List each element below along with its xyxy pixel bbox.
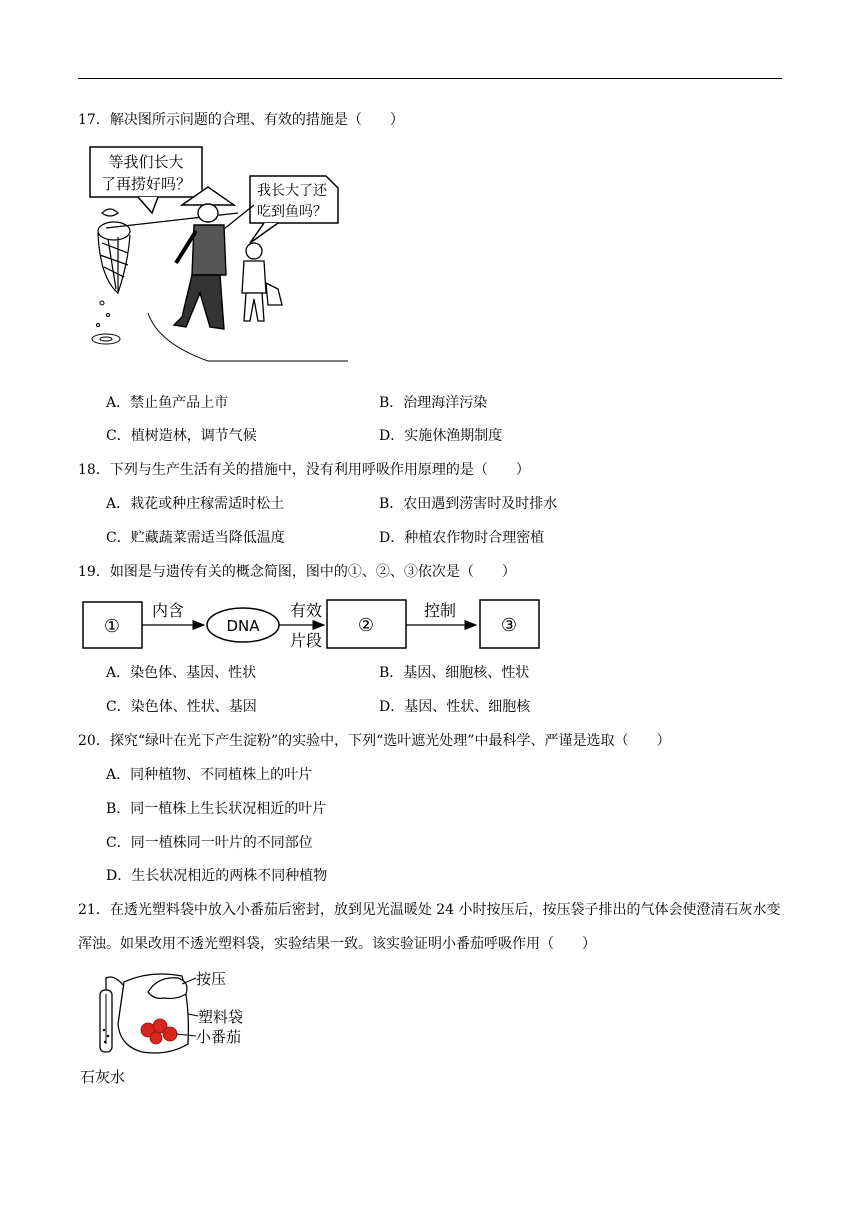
adult-fisherman-figure <box>174 187 254 329</box>
label-limewater: 石灰水 <box>80 1068 126 1086</box>
q20-option-c: C．同一植株同一叶片的不同部位 <box>106 835 313 851</box>
diagram-arrow-1-label: 内含 <box>151 601 185 620</box>
diagram-box-3-label: ③ <box>500 615 518 636</box>
adult-speech-line2: 了再捞好吗？ <box>100 175 192 193</box>
q19-option-b: B．基因、细胞核、性状 <box>379 665 530 681</box>
q19-option-d: D．基因、性状、细胞核 <box>379 699 531 715</box>
q20-option-a: A．同种植物、不同植株上的叶片 <box>106 767 313 783</box>
child-speech-line1: 我长大了还 <box>257 183 327 199</box>
label-plastic-bag: 塑料袋 <box>198 1008 244 1026</box>
q18-option-d: D．种植农作物时合理密植 <box>379 530 545 546</box>
q17-option-c: C．植树造林，调节气候 <box>106 428 257 444</box>
q17-option-b: B．治理海洋污染 <box>379 395 488 411</box>
label-press: 按压 <box>196 970 227 988</box>
q20-option-d: D．生长状况相近的两株不同种植物 <box>106 868 328 884</box>
q18-stem: 18．下列与生产生活有关的措施中，没有利用呼吸作用原理的是（ ） <box>78 462 530 478</box>
q19-option-c: C．染色体、性状、基因 <box>106 699 257 715</box>
diagram-arrow-2-label-line1: 有效 <box>289 601 323 620</box>
q17-illustration <box>78 143 363 365</box>
q19-concept-diagram <box>80 594 546 652</box>
q21-stem: 21．在透光塑料袋中放入小番茄后密封，放到见光温暖处 24 小时按压后，按压袋子排出的气体会使澄清石灰水变浑浊。如果改用不透光塑料袋，实验结果一致。该实验证明小番茄呼吸作用（ ） <box>78 902 781 952</box>
q17-option-d: D．实施休渔期制度 <box>379 428 503 444</box>
q20-option-b: B．同一植株上生长状况相近的叶片 <box>106 801 327 817</box>
q19-stem: 19．如图是与遗传有关的概念简图，图中的①、②、③依次是（ ） <box>78 564 516 580</box>
diagram-box-1-label: ① <box>103 616 121 637</box>
label-tomato: 小番茄 <box>196 1028 242 1046</box>
child-figure <box>242 243 282 321</box>
q18-option-b: B．农田遇到涝害时及时排水 <box>379 496 558 512</box>
q18-option-a: A．栽花或种庄稼需适时松土 <box>106 496 285 512</box>
diagram-box-2-label: ② <box>357 615 375 636</box>
water-drops-icon <box>92 301 120 344</box>
diagram-arrow-3-label: 控制 <box>423 601 457 620</box>
q21-experiment-illustration <box>78 964 258 1088</box>
q20-stem: 20．探究“绿叶在光下产生淀粉”的实验中，下列“选叶遮光处理”中最科学、严谨是选取（ ） <box>78 733 671 749</box>
diagram-arrow-2-label-line2: 片段 <box>289 631 323 650</box>
q18-option-c: C．贮藏蔬菜需适当降低温度 <box>106 530 285 546</box>
diagram-dna-label: DNA <box>226 617 260 635</box>
child-speech-line2: 吃到鱼吗？ <box>257 204 327 220</box>
header-rule <box>78 78 782 79</box>
q17-option-a: A．禁止鱼产品上市 <box>106 395 229 411</box>
q19-option-a: A．染色体、基因、性状 <box>106 665 257 681</box>
q17-stem: 17．解决图所示问题的合理、有效的措施是（ ） <box>78 112 404 128</box>
adult-speech-line1: 等我们长大 <box>108 153 184 171</box>
